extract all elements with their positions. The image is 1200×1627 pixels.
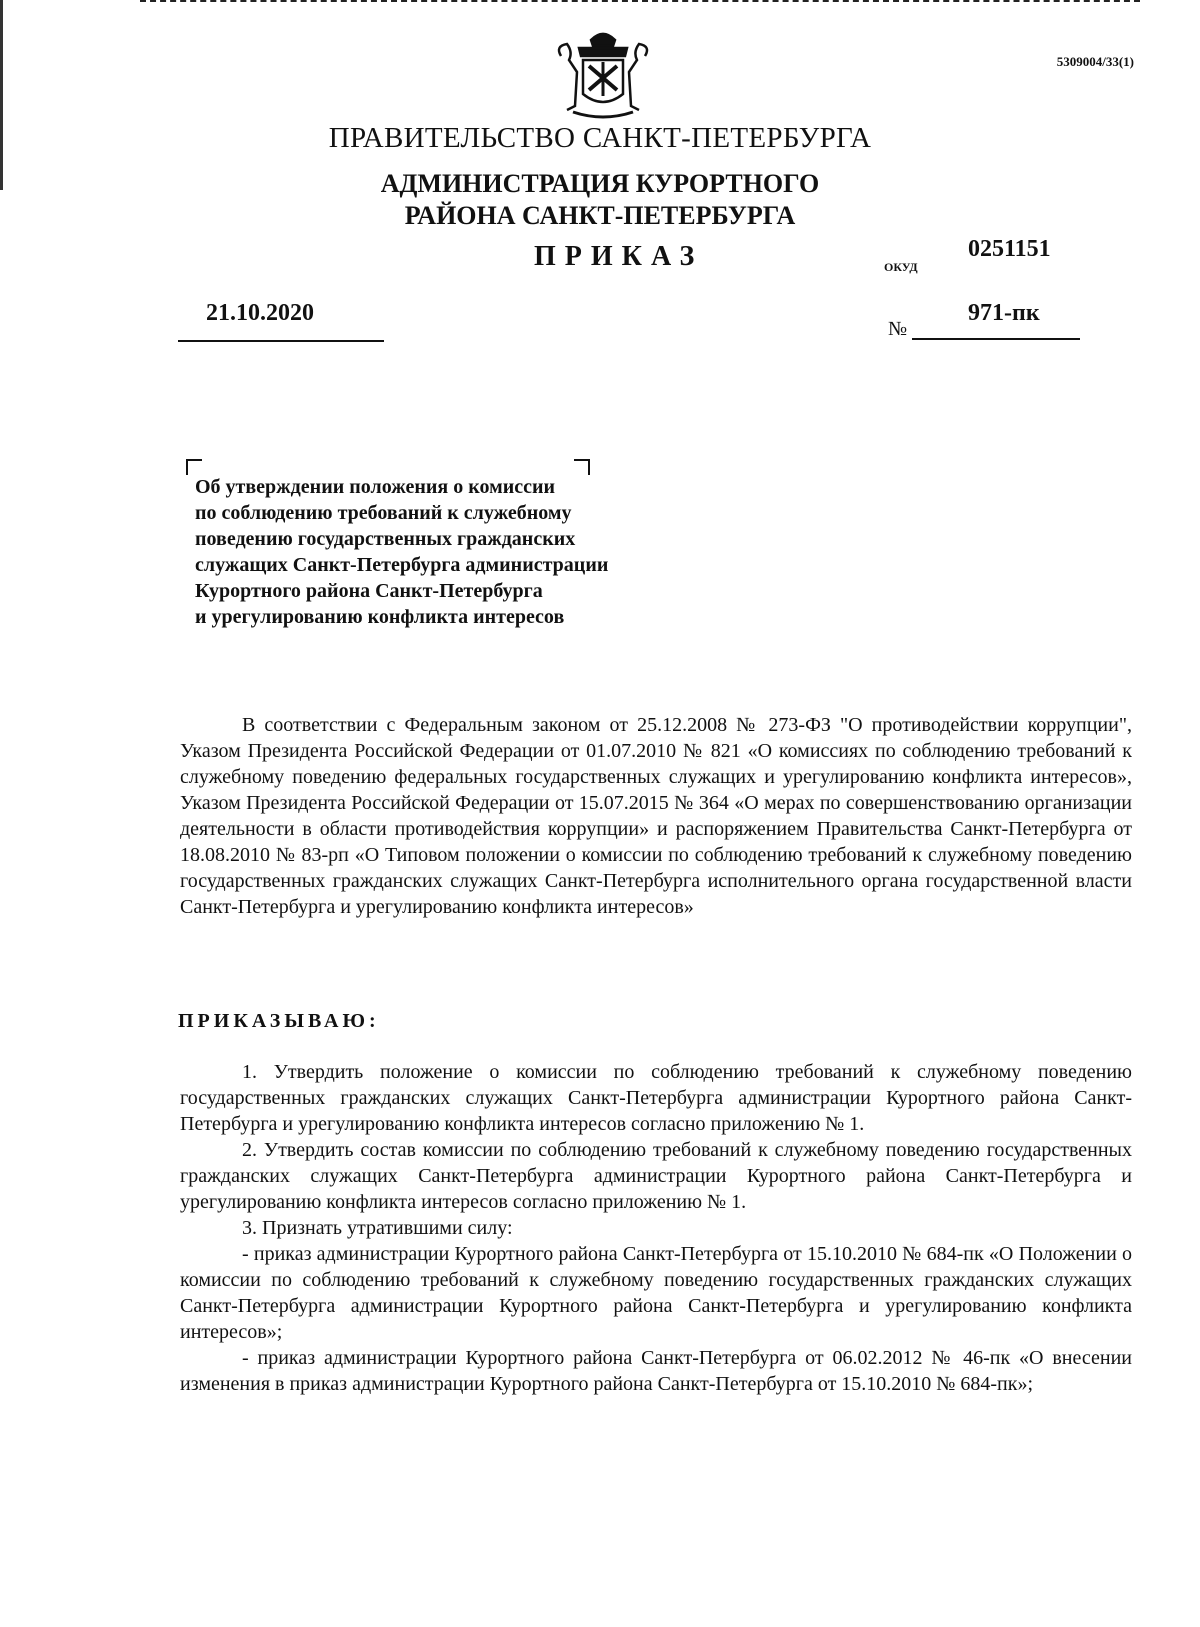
order-items [180, 1059, 1132, 1397]
number-label: № [888, 318, 908, 340]
subject-line: Курортного района Санкт-Петербурга [195, 580, 543, 602]
date-underline [178, 340, 384, 342]
preamble-block [180, 712, 1132, 920]
order-item: - приказ администрации Курортного района Санкт-Петербурга от 15.10.2010 № 684-пк «О Положении о комиссии по соблюдению требований к служебному поведению государственных гражданских служащих Санкт-Петербурга администрации Курортного района Санкт-Петербурга и урегулированию конфликта интересов»; [180, 1243, 1132, 1343]
subject-line: поведению государственных гражданских [195, 528, 576, 550]
order-heading: ПРИКАЗЫВАЮ: [178, 1010, 380, 1032]
number-underline [912, 338, 1080, 340]
administration-title [0, 168, 1200, 232]
subject-line: служащих Санкт-Петербурга администрации [195, 554, 609, 576]
document-reference: 5309004/33(1) [1056, 54, 1134, 69]
scan-left-edge [0, 0, 3, 190]
government-title: ПРАВИТЕЛЬСТВО САНКТ-ПЕТЕРБУРГА [328, 122, 872, 154]
administration-line-1: АДМИНИСТРАЦИЯ КУРОРТНОГО [380, 169, 820, 198]
order-item: 1. Утвердить положение о комиссии по соблюдению требований к служебному поведению государственных гражданских служащих Санкт-Петербурга администрации Курортного района Санкт-Петербурга и урегулированию конфликта интересов согласно приложению № 1. [180, 1061, 1132, 1135]
order-item: 2. Утвердить состав комиссии по соблюдению требований к служебному поведению государственных гражданских служащих Санкт-Петербурга администрации Курортного района Санкт-Петербурга и урегулированию конфликта интересов согласно приложению № 1. [180, 1139, 1132, 1213]
okud-label: ОКУД [884, 260, 918, 274]
document-type: ПРИКАЗ [534, 241, 704, 272]
subject-block [195, 474, 608, 630]
subject-bracket-right [574, 459, 590, 475]
subject-line: и урегулированию конфликта интересов [195, 606, 565, 628]
subject-line: по соблюдению требований к служебному [195, 502, 572, 524]
order-item: 3. Признать утратившими силу: [242, 1217, 513, 1239]
administration-line-2: РАЙОНА САНКТ-ПЕТЕРБУРГА [404, 201, 796, 230]
okud-code: 0251151 [968, 236, 1051, 262]
document-date: 21.10.2020 [206, 300, 314, 326]
subject-bracket-left [186, 459, 202, 475]
preamble-paragraph: В соответствии с Федеральным законом от 25.12.2008 № 273-ФЗ "О противодействии коррупции", Указом Президента Российской Федерации от 01.07.2010 № 821 «О комиссиях по соблюдению требований к служебному поведению федеральных государственных служащих и урегулированию конфликта интересов», Указом Президента Российской Федерации от 15.07.2015 № 364 «О мерах по совершенствованию организации деятельности в области противодействия коррупции» и распоряжением Правительства Санкт-Петербурга от 18.08.2010 № 83-рп «О Типовом положении о комиссии по соблюдению требований к служебному поведению государственных гражданских служащих Санкт-Петербурга исполнительного органа государственной власти Санкт-Петербурга и урегулированию конфликта интересов» [180, 714, 1132, 918]
scan-top-edge [140, 0, 1140, 5]
coat-of-arms-icon [553, 26, 653, 122]
subject-line: Об утверждении положения о комиссии [195, 476, 556, 498]
order-item: - приказ администрации Курортного района Санкт-Петербурга от 06.02.2012 № 46-пк «О внесении изменения в приказ администрации Курортного района Санкт-Петербурга от 15.10.2010 № 684-пк»; [180, 1347, 1132, 1395]
document-number: 971-пк [968, 300, 1040, 326]
